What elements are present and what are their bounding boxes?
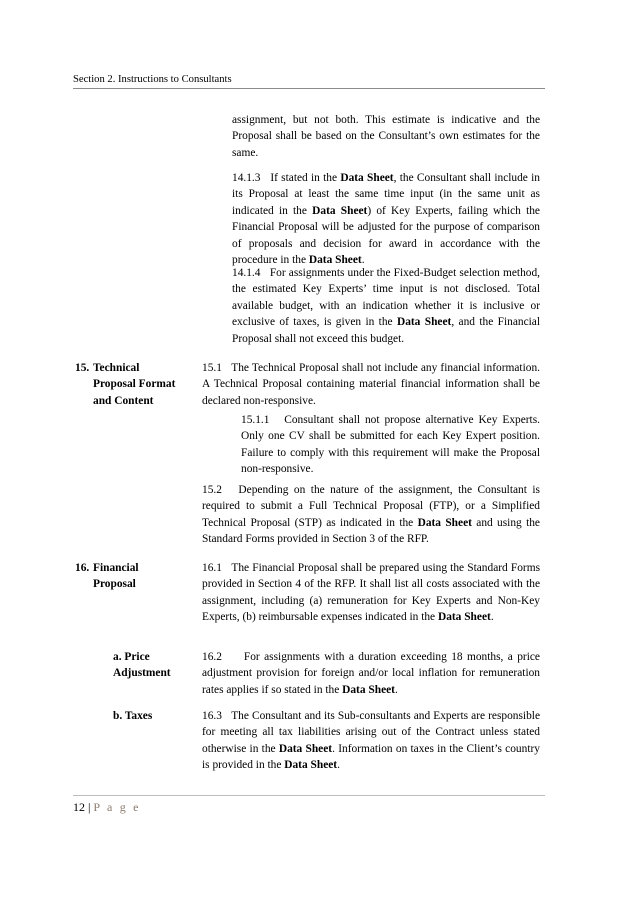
page-number: 12	[73, 800, 85, 814]
section-title-line: Technical	[93, 362, 140, 374]
clause-14-1-3	[232, 170, 540, 268]
clause-text: .	[490, 611, 494, 624]
clause-number: 14.1.4	[232, 267, 261, 279]
data-sheet-ref: Data Sheet	[342, 683, 395, 696]
data-sheet-ref: Data Sheet	[417, 516, 472, 529]
clause-text: For assignments with a duration exceeding 18 months, a price adjustment provision for foreign and/or local inflation for remuneration rates applies if so stated in the	[202, 651, 540, 696]
clause-text: and using the Standard Forms provided in Section 3 of the RFP.	[202, 516, 540, 546]
clause-text: Depending on the nature of the assignment, the Consultant is required to submit a Full Technical Proposal (FTP), or a Simplified Technical Proposal (STP) as indicated in the	[202, 484, 540, 529]
subsection-b-heading	[113, 708, 193, 724]
data-sheet-ref: Data Sheet	[284, 759, 338, 772]
section-15-heading	[75, 360, 190, 409]
clause-text: The Consultant and its Sub-consultants and Experts are responsible for meeting all tax liabilities arising out of the Contract unless stated otherwise in the	[202, 710, 541, 755]
clause-15-1	[202, 360, 540, 409]
clause-text: , and the Financial Proposal shall not exceed this budget.	[232, 316, 541, 345]
footer-divider	[73, 795, 545, 796]
clause-number: 16.3	[202, 710, 222, 722]
clause-number: 14.1.3	[232, 172, 261, 184]
clause-number: 16.1	[202, 562, 222, 574]
section-number: 15.	[75, 362, 90, 374]
clause-number: 15.2	[202, 484, 222, 496]
subsection-label: a. Price	[113, 651, 150, 663]
clause-text: , the Consultant shall include in its Proposal at least the same time input (in the same unit as indicated in the	[232, 172, 540, 217]
section-title-line: Proposal Format	[93, 378, 176, 391]
page-footer	[73, 800, 141, 815]
subsection-a-heading	[113, 649, 193, 682]
subsection-label: Adjustment	[113, 667, 171, 680]
clause-number: 16.2	[202, 651, 222, 663]
clause-text: .	[337, 759, 340, 772]
clause-text: The Financial Proposal shall be prepared using the Standard Forms provided in Section 4 of the RFP. It shall list all costs associated with the assignment, including (a) remuneration for Key Experts and Non-Key Experts, (b) reimbursable expenses indicated in the	[202, 562, 540, 624]
clause-text: ) of Key Experts, failing which the Financial Proposal will be adjusted for the purpose of comparison of proposals and decision for award in accordance with the procedure in the	[232, 204, 540, 267]
page-label: P a g e	[93, 800, 141, 814]
data-sheet-ref: Data Sheet	[437, 611, 491, 624]
section-16-heading	[75, 560, 190, 593]
clause-16-3	[202, 708, 540, 774]
data-sheet-ref: Data Sheet	[308, 254, 362, 267]
clause-text: For assignments under the Fixed-Budget selection method, the estimated Key Experts’ time input is not disclosed. Total available budget, with an indication whether it is inclusive or exclusive of taxes, is given in the	[232, 267, 540, 329]
clause-text: .	[361, 254, 365, 267]
data-sheet-ref: Data Sheet	[396, 316, 452, 329]
clause-16-2	[202, 649, 540, 698]
clause-number: 15.1	[202, 362, 222, 374]
data-sheet-ref: Data Sheet	[278, 742, 333, 755]
clause-15-2	[202, 482, 540, 548]
clause-text: Consultant shall not propose alternative Key Experts. Only one CV shall be submitted for each Key Expert position. Failure to comply with this requirement will make the Proposal non-responsive.	[241, 414, 540, 476]
clause-text: .	[394, 683, 398, 696]
data-sheet-ref: Data Sheet	[312, 204, 368, 217]
clause-14-1-2-tail	[232, 112, 540, 161]
clause-number: 15.1.1	[241, 414, 270, 426]
section-title-line: Proposal	[93, 578, 136, 591]
section-number: 16.	[75, 562, 90, 574]
section-title-line: and Content	[93, 394, 154, 407]
header-divider	[73, 88, 545, 89]
clause-text: assignment, but not both. This estimate is indicative and the Proposal shall be based on the Consultant’s own estimates for the same.	[232, 114, 540, 159]
clause-text: . Information on taxes in the Client’s country is provided in the	[202, 742, 540, 772]
clause-14-1-4	[232, 265, 540, 347]
data-sheet-ref: Data Sheet	[340, 172, 394, 184]
subsection-label: b. Taxes	[113, 710, 153, 722]
clause-15-1-1	[241, 412, 540, 478]
running-header: Section 2. Instructions to Consultants	[73, 74, 232, 85]
section-title-line: Financial	[93, 562, 139, 574]
clause-text: If stated in the	[270, 172, 341, 184]
clause-16-1	[202, 560, 540, 626]
footer-separator: |	[88, 800, 91, 814]
clause-text: The Technical Proposal shall not include any financial information. A Technical Proposal containing material financial information shall be declared non-responsive.	[202, 362, 540, 407]
